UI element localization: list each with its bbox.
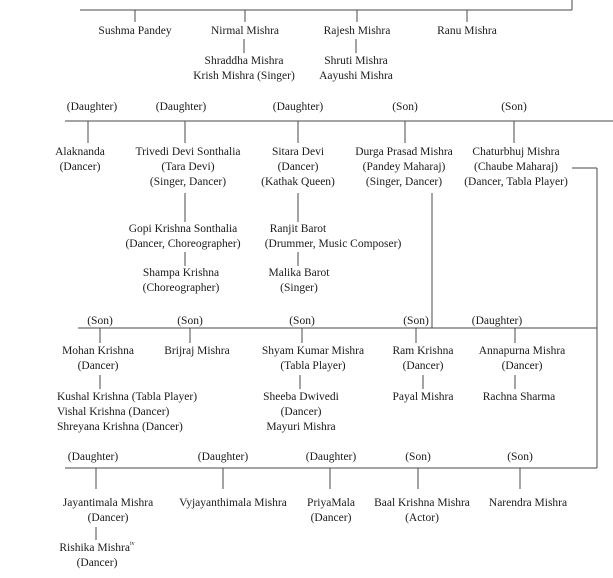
relation-label: (Son) (289, 315, 315, 327)
relation-label: (Daughter) (197, 451, 249, 463)
person-role: (Singer, Dancer) (149, 176, 227, 188)
person-role: (Dancer) (280, 406, 322, 418)
relation-label: (Son) (405, 451, 431, 463)
person-name: Trivedi Devi Sonthalia (135, 146, 241, 158)
person-name: Vishal Krishna (Dancer) (57, 406, 170, 418)
person-name: Sitara Devi (271, 146, 325, 158)
person-name: Shampa Krishna (142, 267, 220, 279)
person-name: Narendra Mishra (488, 497, 568, 509)
person-alias: (Chaube Maharaj) (474, 161, 558, 173)
person-name: Shraddha Mishra (204, 55, 284, 67)
person-name: Shyam Kumar Mishra (261, 345, 365, 357)
relation-label: (Son) (501, 101, 527, 113)
person-sushma-pandey (98, 24, 171, 39)
person-ranjit-barot (265, 222, 402, 252)
person-name: Chaturbhuj Mishra (472, 146, 560, 158)
person-name: Durga Prasad Mishra (355, 146, 453, 158)
person-role: (Singer) (280, 282, 318, 294)
person-annapurna-mishra (479, 344, 566, 374)
person-title: (Kathak Queen) (261, 176, 335, 188)
relation-label: (Daughter) (155, 101, 207, 113)
relation-label: (Daughter) (67, 451, 119, 463)
person-name: Mayuri Mishra (266, 421, 336, 433)
person-name: Baal Krishna Mishra (374, 497, 470, 509)
person-role: (Drummer, Music Composer) (264, 238, 402, 250)
relation-label: (Son) (507, 451, 533, 463)
person-priyamala (307, 496, 355, 526)
relation-label: (Daughter) (305, 451, 357, 463)
person-shampa-krishna (143, 266, 220, 296)
person-name: Ranu Mishra (437, 25, 497, 37)
person-alias: (Tara Devi) (161, 161, 215, 173)
person-name: Malika Barot (268, 267, 330, 279)
person-name: Annapurna Mishra (478, 345, 566, 357)
person-name: Mohan Krishna (62, 345, 134, 357)
person-role: (Actor) (405, 512, 439, 524)
children-of-mohan-krishna (57, 390, 197, 435)
person-role: (Dancer) (402, 360, 444, 372)
person-role: (Dancer) (76, 557, 118, 569)
person-role: (Dancer, Choreographer) (125, 238, 241, 250)
person-name: Alaknanda (55, 146, 105, 158)
person-name: Sushma Pandey (98, 25, 172, 37)
person-role: (Dancer, Tabla Player) (464, 176, 568, 188)
person-rajesh-mishra (324, 24, 391, 39)
person-name: Rajesh Mishra (323, 25, 391, 37)
person-chaturbhuj-mishra (464, 145, 568, 190)
person-name: Ram Krishna (392, 345, 454, 357)
relation-label: (Son) (177, 315, 203, 327)
person-role: (Dancer) (501, 360, 543, 372)
footnote-marker: iv (129, 541, 135, 547)
person-trivedi-devi-sonthalia (136, 145, 241, 190)
person-mohan-krishna (62, 344, 134, 374)
person-role: (Dancer) (310, 512, 352, 524)
person-name: Shreyana Krishna (Dancer) (57, 421, 183, 433)
person-rachna-sharma (483, 390, 556, 405)
person-role: (Choreographer) (142, 282, 220, 294)
relation-label: (Son) (392, 101, 418, 113)
children-of-rajesh-mishra (319, 54, 393, 84)
person-jayantimala-mishra (63, 496, 153, 526)
person-shyam-kumar-mishra (262, 344, 364, 374)
person-name: Kushal Krishna (Tabla Player) (57, 391, 198, 403)
person-name: Rachna Sharma (482, 391, 556, 403)
person-name: Brijraj Mishra (164, 345, 230, 357)
relation-label: (Son) (87, 315, 113, 327)
person-narendra-mishra (489, 496, 567, 511)
person-durga-prasad-mishra (355, 145, 453, 190)
person-brijraj-mishra (164, 344, 229, 359)
person-role: (Dancer) (87, 512, 129, 524)
person-vyjayanthimala-mishra (179, 496, 287, 511)
person-name: Krish Mishra (Singer) (193, 70, 295, 82)
person-ranu-mishra (437, 24, 497, 39)
person-rishika-mishra (59, 541, 134, 571)
relation-label: (Son) (403, 315, 429, 327)
person-role: (Dancer) (59, 161, 101, 173)
person-malika-barot (269, 266, 330, 296)
relation-label: (Daughter) (66, 101, 118, 113)
person-alaknanda (55, 145, 105, 175)
person-name: Ranjit Barot (269, 223, 327, 235)
person-name: Rishika Mishra$^{iv}$ (59, 541, 135, 554)
person-payal-mishra (392, 390, 453, 405)
person-name: Payal Mishra (392, 391, 454, 403)
children-of-shyam-kumar-mishra (263, 390, 339, 435)
person-alias: (Pandey Maharaj) (362, 161, 446, 173)
person-name: Shruti Mishra (324, 55, 388, 67)
person-name: PriyaMala (307, 497, 355, 509)
children-of-nirmal-mishra (193, 54, 295, 84)
person-ram-krishna (392, 344, 453, 374)
relation-label: (Daughter) (471, 315, 523, 327)
person-name: Vyjayanthimala Mishra (179, 497, 287, 509)
person-name: Gopi Krishna Sonthalia (128, 223, 238, 235)
person-role: (Dancer) (77, 360, 119, 372)
person-sitara-devi (261, 145, 335, 190)
person-role: (Singer, Dancer) (365, 176, 443, 188)
person-role: (Tabla Player) (280, 360, 346, 372)
person-name: Nirmal Mishra (210, 25, 280, 37)
person-name: Sheeba Dwivedi (263, 391, 339, 403)
relation-label: (Daughter) (272, 101, 324, 113)
person-name: Jayantimala Mishra (62, 497, 154, 509)
person-name: Aayushi Mishra (319, 70, 393, 82)
person-role: (Dancer) (277, 161, 319, 173)
person-nirmal-mishra (211, 24, 279, 39)
person-baal-krishna-mishra (374, 496, 470, 526)
